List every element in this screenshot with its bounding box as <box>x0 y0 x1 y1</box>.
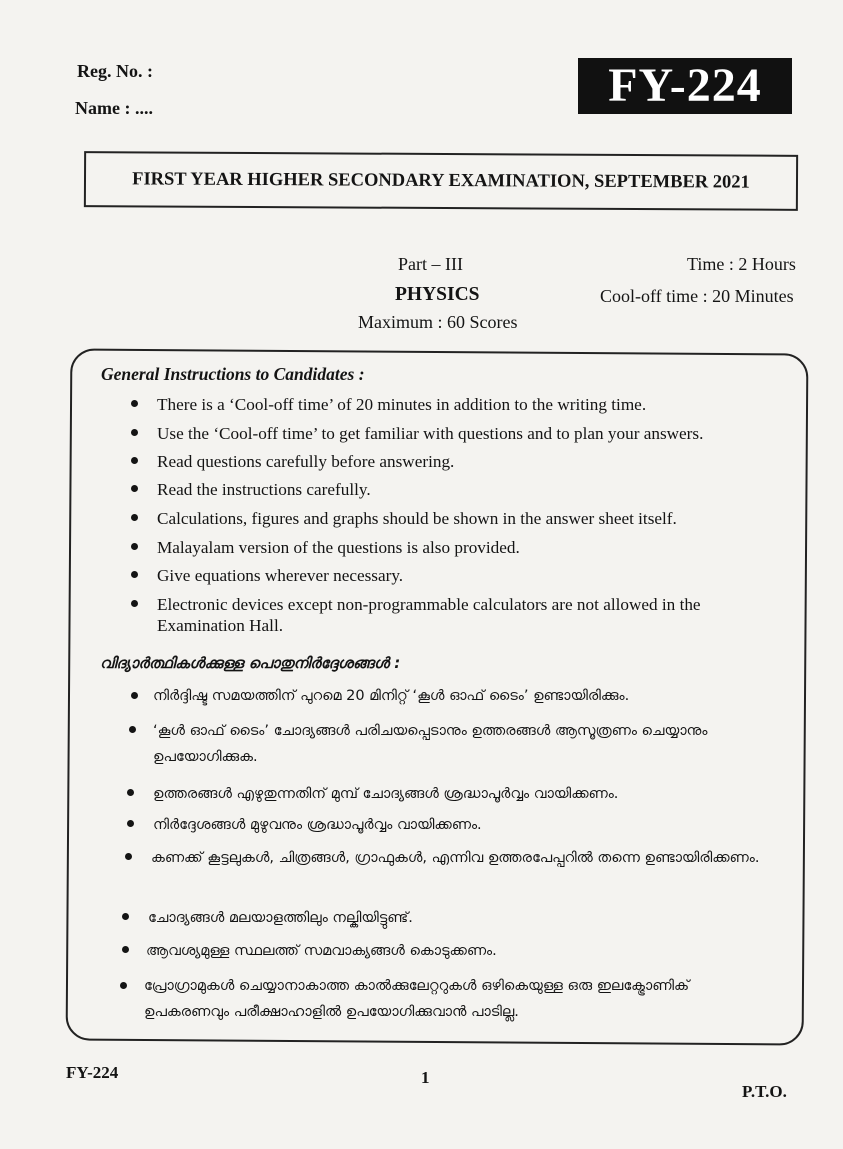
bullet <box>131 457 138 464</box>
name-label: Name : .... <box>75 98 153 118</box>
instructions-heading-en: General Instructions to Candidates : <box>101 364 365 384</box>
instruction-item-ml: നിർദ്ദിഷ്ട സമയത്തിന് പുറമെ 20 മിനിറ്റ് ‘കൂൾ ഓഫ് ടൈം’ ഉണ്ടായിരിക്കും. <box>153 688 630 704</box>
bullet <box>131 485 138 492</box>
bullet <box>131 514 138 521</box>
bullet <box>131 571 138 578</box>
maximum-scores: Maximum : 60 Scores <box>358 312 518 332</box>
instruction-item-ml: നിർദ്ദേശങ്ങൾ മുഴുവനും ശ്രദ്ധാപൂർവ്വം വായിക്കണം. <box>153 817 482 833</box>
bullet <box>122 946 129 953</box>
bullet <box>129 726 136 733</box>
instruction-item-ml: പ്രോഗ്രാമുകൾ ചെയ്യാനാകാത്ത കാൽക്കുലേറ്ററുകൾ ഒഴികെയുള്ള ഒരു ഇലക്ട്രോണിക് ഉപകരണവും പരീക്ഷാഹാളിൽ ഉപയോഗിക്കുവാൻ പാടില്ല. <box>144 978 690 1020</box>
instructions-heading-ml: വിദ്യാർത്ഥികൾക്കുള്ള പൊതുനിർദ്ദേശങ്ങൾ : <box>100 654 401 672</box>
instruction-item-ml: ഉത്തരങ്ങൾ എഴുതുന്നതിന് മുമ്പ് ചോദ്യങ്ങൾ ശ്രദ്ധാപൂർവ്വം വായിക്കണം. <box>153 786 619 802</box>
bullet <box>131 543 138 550</box>
part-label: Part – III <box>398 254 463 274</box>
exam-title: FIRST YEAR HIGHER SECONDARY EXAMINATION, SEPTEMBER 2021 <box>84 151 798 211</box>
bullet <box>131 600 138 607</box>
instruction-item-ml: കണക്ക് കൂട്ടലുകൾ, ചിത്രങ്ങൾ, ഗ്രാഫുകൾ, എന്നിവ ഉത്തരപേപ്പറിൽ തന്നെ ഉണ്ടായിരിക്കണം. <box>151 850 760 866</box>
bullet <box>127 789 134 796</box>
instruction-item-en: There is a ‘Cool-off time’ of 20 minutes in addition to the writing time. <box>157 395 647 414</box>
subject-title: PHYSICS <box>395 284 480 305</box>
instruction-item-en: Read the instructions carefully. <box>157 480 371 499</box>
bullet <box>131 692 138 699</box>
bullet <box>125 853 132 860</box>
bullet <box>127 820 134 827</box>
instruction-item-en: Give equations wherever necessary. <box>157 566 404 585</box>
reg-no-label: Reg. No. : <box>77 61 153 81</box>
time-label: Time : 2 Hours <box>687 254 796 274</box>
instruction-item-en: Use the ‘Cool-off time’ to get familiar with questions and to plan your answers. <box>157 424 704 443</box>
instruction-item-en: Calculations, figures and graphs should be shown in the answer sheet itself. <box>157 509 677 528</box>
bullet <box>122 913 129 920</box>
instruction-item-ml: ചോദ്യങ്ങൾ മലയാളത്തിലും നല്കിയിട്ടുണ്ട്. <box>148 910 413 926</box>
footer-code: FY-224 <box>66 1063 119 1082</box>
paper-code-badge: FY-224 <box>578 58 792 114</box>
bullet <box>131 429 138 436</box>
instruction-item-en: Read questions carefully before answering. <box>157 452 455 471</box>
page-number: 1 <box>421 1068 430 1087</box>
bullet <box>120 982 127 989</box>
instruction-item-ml: ആവശ്യമുള്ള സ്ഥലത്ത് സമവാക്യങ്ങൾ കൊടുക്കണം. <box>146 943 497 959</box>
instruction-item-en: Malayalam version of the questions is also provided. <box>157 538 520 557</box>
instruction-item-ml: ‘കൂൾ ഓഫ് ടൈം’ ചോദ്യങ്ങൾ പരിചയപ്പെടാനും ഉത്തരങ്ങൾ ആസൂത്രണം ചെയ്യാനും ഉപയോഗിക്കുക. <box>153 723 708 765</box>
pto-label: P.T.O. <box>742 1082 787 1101</box>
bullet <box>131 400 138 407</box>
cool-off-label: Cool-off time : 20 Minutes <box>600 286 794 306</box>
instruction-item-en: Electronic devices except non-programmable calculators are not allowed in the Examination Hall. <box>157 595 701 635</box>
